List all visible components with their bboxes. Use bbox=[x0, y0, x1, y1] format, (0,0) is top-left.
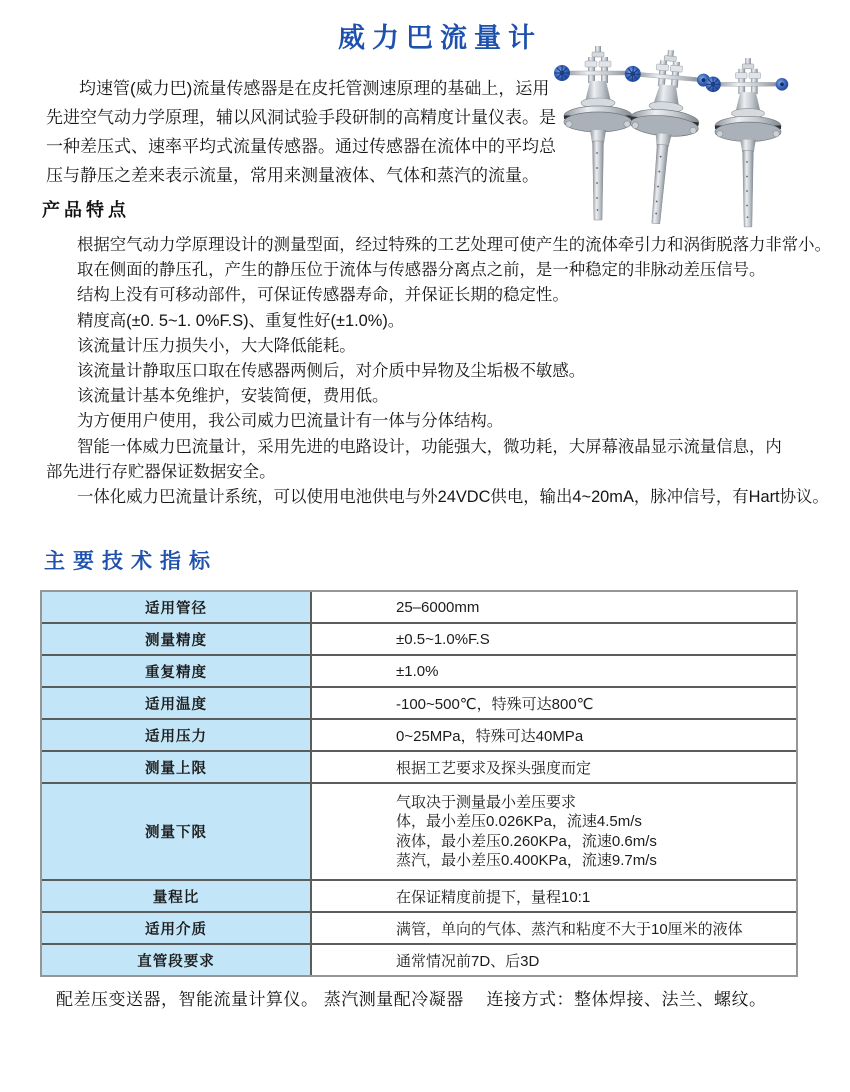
spec-value: 0~25MPa，特殊可达40MPa bbox=[396, 727, 584, 745]
feature-line: 精度高(±0. 5~1. 0%F.S)、重复性好(±1.0%)。 bbox=[77, 311, 405, 330]
feature-line: 部先进行存贮器保证数据安全。 bbox=[46, 462, 276, 481]
spec-value-line: 蒸汽，最小差压0.400KPa，流速9.7m/s bbox=[396, 852, 657, 869]
spec-label: 重复精度 bbox=[42, 656, 312, 686]
sensor-unit-3 bbox=[705, 58, 788, 227]
spec-label: 适用介质 bbox=[42, 913, 312, 943]
spec-label: 测量精度 bbox=[42, 624, 312, 654]
spec-value: 满管，单向的气体、蒸汽和粘度不大于10厘米的液体 bbox=[396, 920, 743, 938]
spec-label: 直管段要求 bbox=[42, 945, 312, 975]
spec-label: 量程比 bbox=[42, 881, 312, 911]
spec-value: 根据工艺要求及探头强度而定 bbox=[396, 759, 592, 777]
spec-value-line: 液体，最小差压0.260KPa，流速0.6m/s bbox=[396, 832, 657, 850]
spec-value: ±0.5~1.0%F.S bbox=[396, 630, 490, 648]
feature-line: 该流量计静取压口取在传感器两侧后，对介质中异物及尘垢极不敏感。 bbox=[77, 362, 586, 381]
table-row bbox=[42, 686, 796, 718]
intro-line: 先进空气动力学原理，辅以风洞试验手段研制的高精度计量仪表。是 bbox=[46, 108, 556, 127]
page-title: 威力巴流量计 bbox=[338, 23, 542, 53]
footer-note: 配差压变送器，智能流量计算仪。 蒸汽测量配冷凝器 连接方式：整体焊接、法兰、螺纹。 bbox=[56, 990, 767, 1009]
spec-value: 25–6000mm bbox=[396, 598, 480, 616]
sensor-unit-2 bbox=[612, 46, 712, 227]
spec-label: 测量下限 bbox=[42, 784, 312, 879]
spec-label: 适用管径 bbox=[42, 592, 312, 622]
table-row bbox=[42, 622, 796, 654]
spec-value bbox=[312, 784, 796, 879]
table-row bbox=[42, 654, 796, 686]
intro-line: 均速管(威力巴)流量传感器是在皮托管测速原理的基础上，运用 bbox=[79, 79, 550, 98]
intro-line: 一种差压式、速率平均式流量传感器。通过传感器在流体中的平均总 bbox=[46, 137, 556, 156]
feature-line: 结构上没有可移动部件，可保证传感器寿命，并保证长期的稳定性。 bbox=[77, 286, 569, 305]
feature-line: 根据空气动力学原理设计的测量型面，经过特殊的工艺处理可使产生的流体牵引力和涡街脱落力非常小。 bbox=[77, 236, 831, 254]
spec-value-line: 体，最小差压0.026KPa，流速4.5m/s bbox=[396, 813, 642, 830]
spec-value: ±1.0% bbox=[396, 662, 439, 680]
specs-table bbox=[40, 590, 798, 977]
product-photo-image bbox=[552, 42, 848, 238]
table-row bbox=[42, 718, 796, 750]
feature-line: 智能一体威力巴流量计，采用先进的电路设计，功能强大，微功耗，大屏幕液晶显示流量信息，内 bbox=[77, 437, 782, 456]
table-row bbox=[42, 750, 796, 782]
spec-label: 测量上限 bbox=[42, 752, 312, 782]
intro-line: 压与静压之差来表示流量，常用来测量液体、气体和蒸汽的流量。 bbox=[46, 166, 539, 185]
table-row bbox=[42, 592, 796, 622]
table-row bbox=[42, 911, 796, 943]
feature-line: 取在侧面的静压孔，产生的静压位于流体与传感器分离点之前，是一种稳定的非脉动差压信号。 bbox=[77, 261, 766, 280]
table-row bbox=[42, 782, 796, 879]
specs-heading: 主要技术指标 bbox=[44, 550, 218, 573]
feature-line: 该流量计基本免维护，安装简便，费用低。 bbox=[77, 387, 389, 406]
feature-line: 一体化威力巴流量计系统，可以使用电池供电与外24VDC供电，输出4~20mA，脉冲信号，有Hart协议。 bbox=[77, 488, 829, 507]
features-list bbox=[46, 233, 850, 510]
feature-line: 为方便用户使用，我公司威力巴流量计有一体与分体结构。 bbox=[77, 412, 504, 431]
intro-paragraph bbox=[46, 74, 571, 190]
spec-value: -100~500℃，特殊可达800℃ bbox=[396, 695, 594, 713]
spec-value: 在保证精度前提下，量程10:1 bbox=[396, 888, 591, 906]
table-row bbox=[42, 879, 796, 911]
table-row bbox=[42, 943, 796, 975]
spec-label: 适用压力 bbox=[42, 720, 312, 750]
features-heading: 产品特点 bbox=[42, 200, 130, 220]
spec-value: 通常情况前7D、后3D bbox=[396, 952, 540, 970]
spec-label: 适用温度 bbox=[42, 688, 312, 718]
spec-value-line: 气取决于测量最小差压要求 bbox=[396, 793, 577, 811]
feature-line: 该流量计压力损失小，大大降低能耗。 bbox=[77, 336, 356, 355]
